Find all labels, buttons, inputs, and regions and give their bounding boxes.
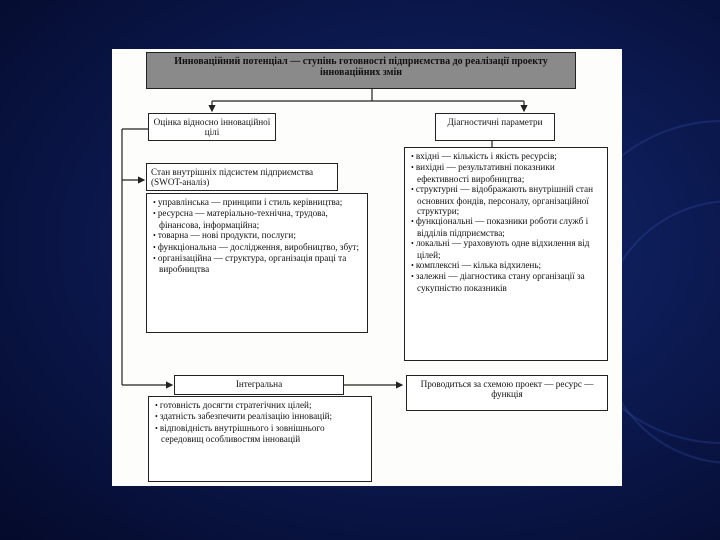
swot-item xyxy=(153,253,363,275)
swot-item-text: управлінська — принципи і стиль керівництва; xyxy=(157,197,343,207)
bullet-icon: • xyxy=(155,401,160,410)
diagnostic-item-text: функціональні — показники роботи служб і відділів підприємства; xyxy=(415,216,589,238)
bullet-icon: • xyxy=(153,198,158,207)
swot-item-text: функціональна — дослідження, виробництво, збут; xyxy=(157,241,360,252)
swot-title-label: Стан внутрішніх підсистем підприємства (SWOT-аналіз) xyxy=(151,167,314,188)
diagnostic-parameters-box xyxy=(435,113,555,141)
integral-list-box xyxy=(148,396,372,482)
integral-item xyxy=(155,423,367,445)
diagnostic-item xyxy=(411,184,603,216)
diagnostic-item xyxy=(411,271,603,293)
scheme-label: Проводиться за схемою проект — ресурс — функція xyxy=(420,379,594,400)
diagnostic-item-text: вихідні — результативні показники ефективності виробництва; xyxy=(415,162,555,184)
swot-item-text: ресурсна — матеріально-технічна, трудова, фінансова, інформаційна; xyxy=(157,208,328,230)
swot-item xyxy=(153,208,363,230)
diagnostic-item xyxy=(411,216,603,238)
diagnostic-item-text: локальні — ураховують одне відхилення від цілей; xyxy=(415,238,590,260)
swot-title-box xyxy=(146,163,338,191)
bullet-icon: • xyxy=(411,152,416,161)
diagnostic-item xyxy=(411,260,603,271)
integral-list xyxy=(149,397,371,447)
bullet-icon: • xyxy=(411,239,416,249)
diagnostic-list xyxy=(405,148,607,295)
diagnostic-item xyxy=(411,162,603,184)
integral-item-text: здатність забезпечити реалізацію інновацій; xyxy=(159,411,333,422)
title-text: Инноваційний потенціал — ступінь готовності підприємства до реалізації проекту інноваційних змін xyxy=(174,56,548,78)
integral-item-text: відповідність внутрішнього і зовнішнього середовищ особливостям інновацій xyxy=(159,422,325,445)
diagnostic-item xyxy=(411,151,603,162)
diagram-slide xyxy=(112,49,622,486)
bullet-icon: • xyxy=(153,231,158,241)
bullet-icon: • xyxy=(155,412,160,422)
goal-assessment-label: Оцінка відносно інноваційної цілі xyxy=(153,117,271,138)
swot-item-text: товарна — нові продукти, послуги; xyxy=(157,230,296,241)
diagnostic-parameters-label: Діагностичні параметри xyxy=(447,117,543,127)
bullet-icon: • xyxy=(155,423,160,433)
diagnostic-item-text: структурні — відображають внутрішній стан основних фондів, персоналу, організаційної структури; xyxy=(415,184,594,217)
bullet-icon: • xyxy=(411,217,416,227)
goal-assessment-box xyxy=(148,113,276,141)
swot-item xyxy=(153,242,363,253)
diagnostic-list-box xyxy=(404,147,608,361)
swot-list-box xyxy=(146,193,368,333)
integral-item xyxy=(155,411,367,422)
bullet-icon: • xyxy=(411,272,416,282)
bullet-icon: • xyxy=(411,163,416,173)
bullet-icon: • xyxy=(411,185,416,195)
scheme-box xyxy=(406,375,608,411)
diagnostic-item-text: комплексні — кілька відхилень; xyxy=(415,260,542,271)
diagnostic-item-text: залежні — діагностика стану організації за сукупністю показників xyxy=(415,271,585,293)
integral-item-text: готовність досягти стратегічних цілей; xyxy=(159,400,312,410)
title-box xyxy=(146,52,576,89)
bullet-icon: • xyxy=(411,261,416,271)
swot-list xyxy=(147,194,367,277)
integral-title-box xyxy=(174,375,344,395)
bullet-icon: • xyxy=(153,254,158,264)
bullet-icon: • xyxy=(153,209,158,219)
swot-item xyxy=(153,230,363,241)
swot-item xyxy=(153,197,363,208)
integral-item xyxy=(155,400,367,411)
diagnostic-item xyxy=(411,238,603,260)
swot-item-text: організаційна — структура, організація праці та виробництва xyxy=(157,253,347,275)
bullet-icon: • xyxy=(153,242,158,252)
integral-title-label: Інтегральна xyxy=(235,379,283,389)
diagnostic-item-text: вхідні — кількість і якість ресурсів; xyxy=(415,151,557,161)
